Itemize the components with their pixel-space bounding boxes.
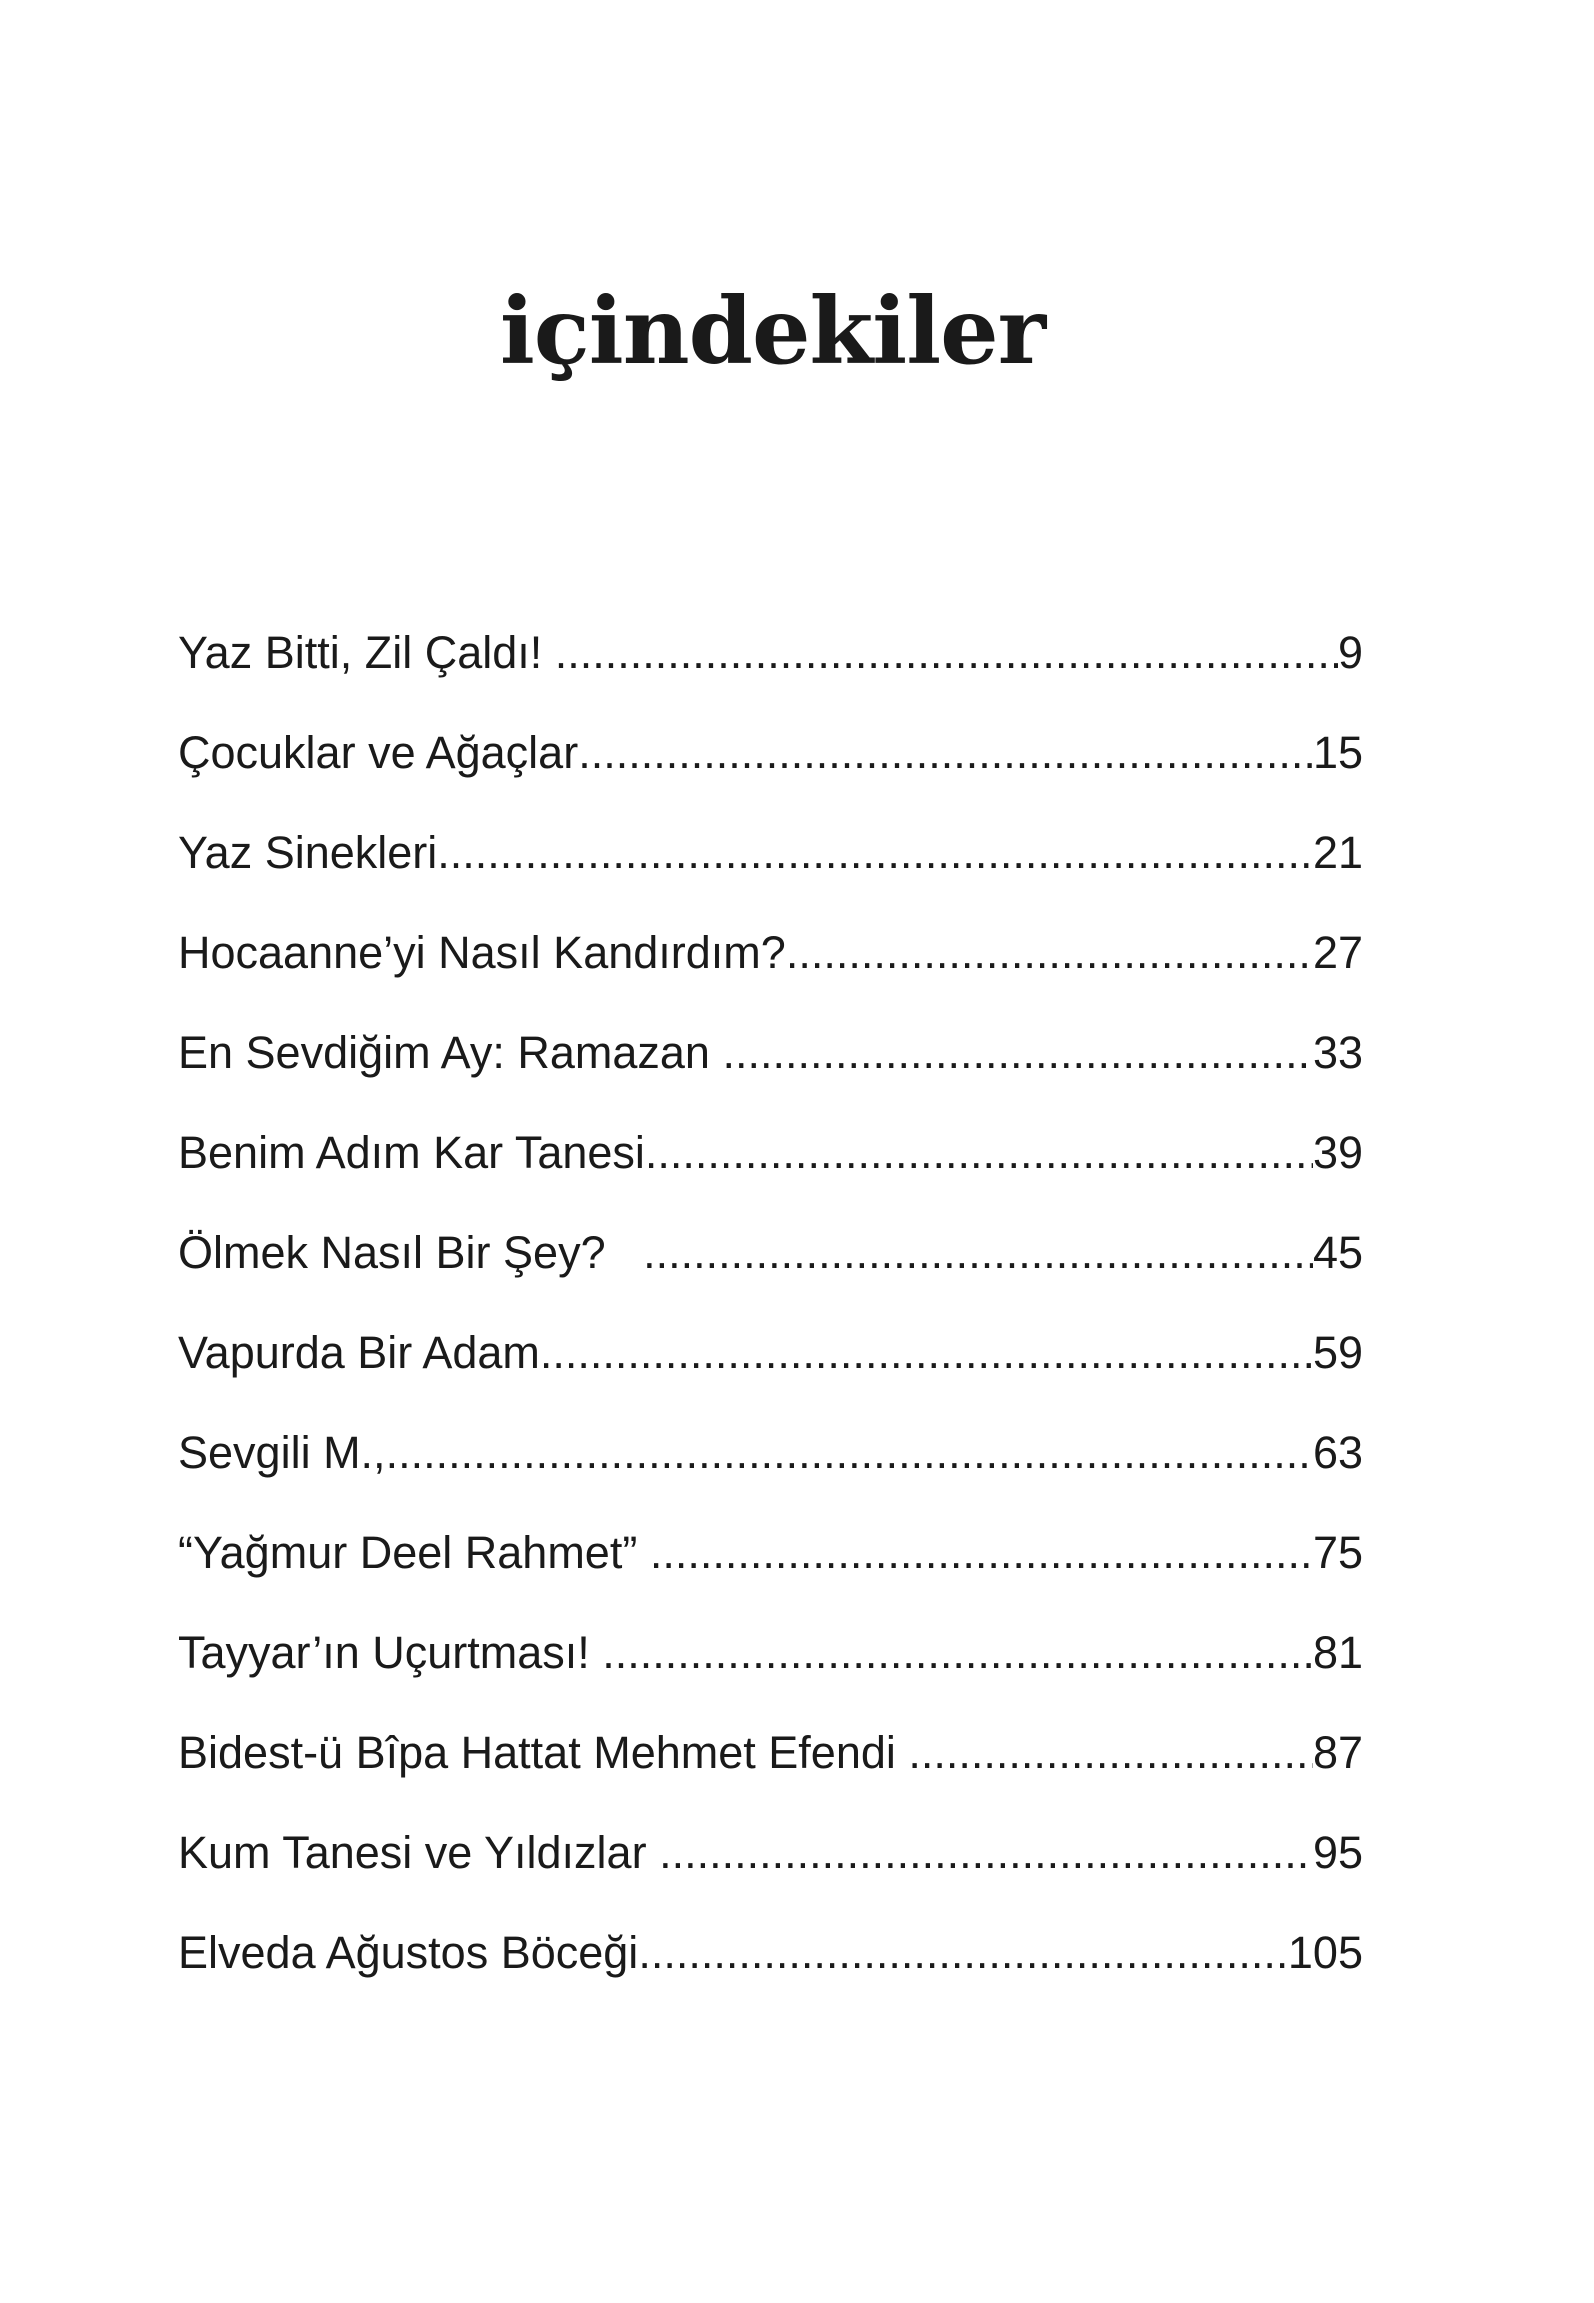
toc-entry[interactable] <box>178 718 1363 818</box>
table-of-contents <box>178 618 1363 2018</box>
toc-entry-title: Ölmek Nasıl Bir Şey? <box>178 1227 644 1278</box>
toc-entry-page: 75 <box>1312 1527 1363 1578</box>
toc-entry-page: 87 <box>1312 1727 1363 1778</box>
toc-entry-page: 39 <box>1312 1127 1363 1178</box>
toc-entry-page: 59 <box>1312 1327 1363 1378</box>
toc-dot-leader <box>540 1318 1313 1388</box>
toc-dot-leader <box>555 618 1338 688</box>
toc-entry-page: 81 <box>1312 1627 1363 1678</box>
toc-entry-title: Yaz Bitti, Zil Çaldı! <box>178 627 555 678</box>
toc-entry[interactable] <box>178 1318 1363 1418</box>
toc-entry-page: 95 <box>1312 1827 1363 1878</box>
toc-entry-page: 27 <box>1312 927 1363 978</box>
toc-entry-title: Bidest-ü Bîpa Hattat Mehmet Efendi <box>178 1727 909 1778</box>
toc-dot-leader <box>645 1118 1313 1188</box>
toc-dot-leader <box>908 1718 1313 1788</box>
toc-entry-title: Çocuklar ve Ağaçlar <box>178 727 579 778</box>
toc-entry-title: Kum Tanesi ve Yıldızlar <box>178 1827 660 1878</box>
toc-entry-title: Yaz Sinekleri <box>178 827 438 878</box>
toc-entry[interactable] <box>178 818 1363 918</box>
toc-entry[interactable] <box>178 1418 1363 1518</box>
toc-dot-leader <box>643 1218 1313 1288</box>
toc-entry-title: Hocaanne’yi Nasıl Kandırdım? <box>178 927 786 978</box>
toc-dot-leader <box>386 1418 1313 1488</box>
toc-entry-title: Benim Adım Kar Tanesi <box>178 1127 645 1178</box>
toc-entry-title: Sevgili M., <box>178 1427 386 1478</box>
toc-entry[interactable] <box>178 1818 1363 1918</box>
toc-entry-title: Elveda Ağustos Böceği <box>178 1927 639 1978</box>
toc-dot-leader <box>578 718 1313 788</box>
toc-entry-page: 45 <box>1312 1227 1363 1278</box>
toc-entry-page: 105 <box>1287 1927 1363 1978</box>
toc-entry[interactable] <box>178 1018 1363 1118</box>
toc-entry-title: Vapurda Bir Adam <box>178 1327 540 1378</box>
toc-entry[interactable] <box>178 1718 1363 1818</box>
toc-entry[interactable] <box>178 1118 1363 1218</box>
toc-entry-title: En Sevdiğim Ay: Ramazan <box>178 1027 723 1078</box>
toc-entry-page: 15 <box>1312 727 1363 778</box>
toc-entry[interactable] <box>178 1618 1363 1718</box>
toc-dot-leader <box>722 1018 1312 1088</box>
toc-entry[interactable] <box>178 1218 1363 1318</box>
toc-entry[interactable] <box>178 1518 1363 1618</box>
toc-entry-page: 63 <box>1312 1427 1363 1478</box>
toc-entry-page: 9 <box>1337 627 1363 678</box>
page-title: içindekiler <box>499 277 1046 385</box>
toc-entry-title: “Yağmur Deel Rahmet” <box>178 1527 650 1578</box>
toc-entry-page: 21 <box>1312 827 1363 878</box>
toc-dot-leader <box>437 818 1313 888</box>
toc-entry-title: Tayyar’ın Uçurtması! <box>178 1627 603 1678</box>
toc-dot-leader <box>638 1918 1288 1988</box>
toc-entry[interactable] <box>178 618 1363 718</box>
toc-entry-page: 33 <box>1312 1027 1363 1078</box>
toc-dot-leader <box>659 1818 1313 1888</box>
toc-dot-leader <box>650 1518 1313 1588</box>
toc-dot-leader <box>602 1618 1313 1688</box>
toc-entry[interactable] <box>178 1918 1363 2018</box>
toc-dot-leader <box>786 918 1313 988</box>
toc-entry[interactable] <box>178 918 1363 1018</box>
